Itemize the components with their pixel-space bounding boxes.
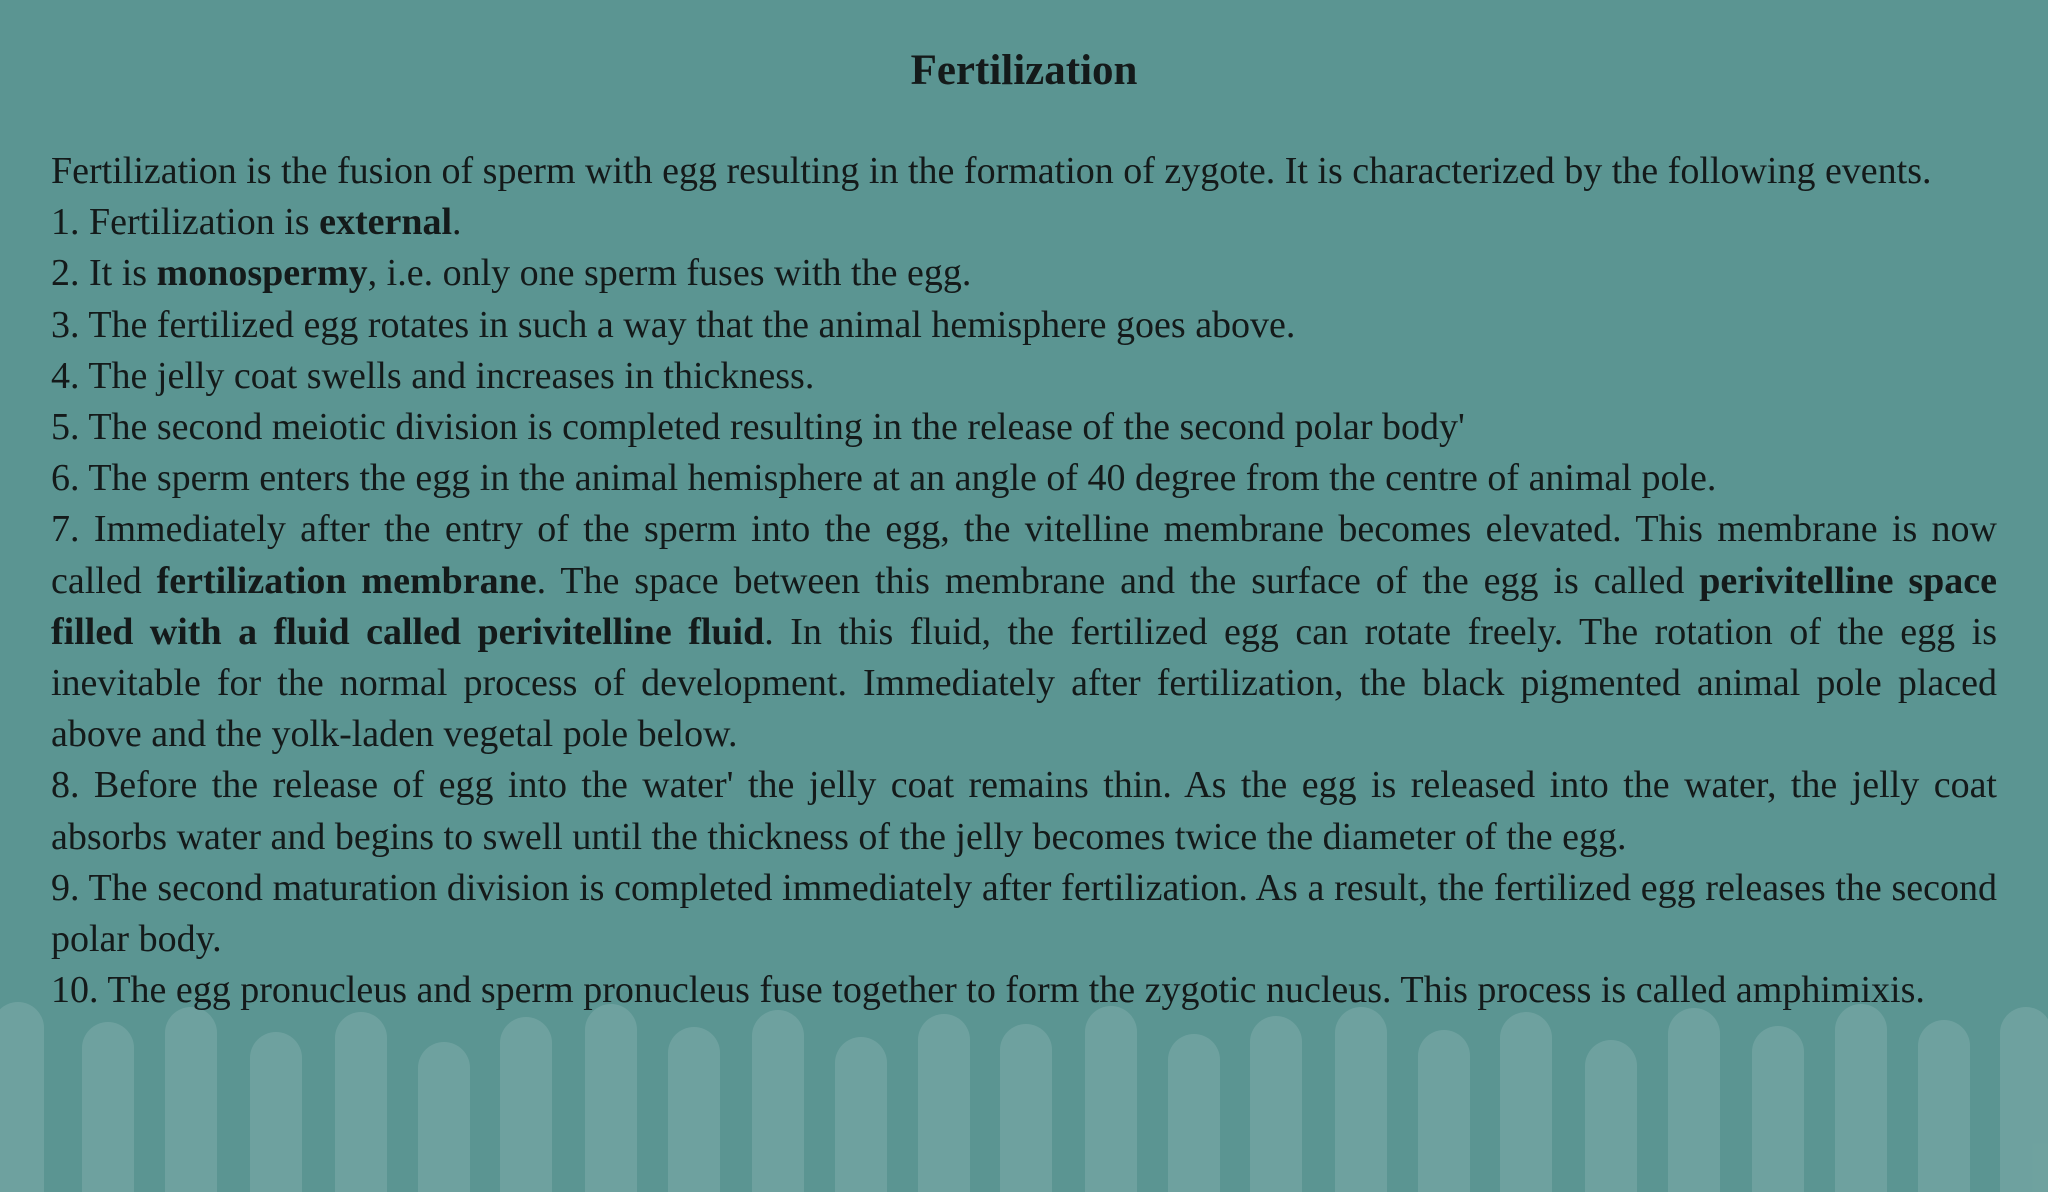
decor-bar bbox=[1250, 1016, 1302, 1192]
decor-bar bbox=[668, 1027, 720, 1192]
point-7-middle: . The space between this membrane and the surface of the egg is called bbox=[536, 559, 1700, 602]
point-7 bbox=[51, 504, 1997, 760]
decor-bar bbox=[1500, 1012, 1552, 1192]
decor-bar bbox=[1752, 1026, 1804, 1192]
point-2-bold: monospermy bbox=[156, 252, 368, 295]
point-1 bbox=[51, 197, 1997, 248]
decor-bar bbox=[1335, 1007, 1387, 1192]
decor-bar bbox=[1585, 1040, 1637, 1192]
decor-bar bbox=[82, 1022, 134, 1192]
slide-title: Fertilization bbox=[910, 47, 1138, 94]
point-9: 9. The second maturation division is completed immediately after fertilization. As a result, the fertilized egg releases the second polar body. bbox=[51, 866, 1997, 961]
point-10: 10. The egg pronucleus and sperm pronucleus fuse together to form the zygotic nucleus. This process is called amphimixis. bbox=[51, 969, 1925, 1012]
point-8: 8. Before the release of egg into the water' the jelly coat remains thin. As the egg is released into the water, the jelly coat absorbs water and begins to swell until the thickness of the jelly becomes twice the diameter of the egg. bbox=[51, 764, 1997, 858]
slide-body bbox=[51, 146, 1997, 1016]
decor-bar bbox=[835, 1037, 887, 1192]
decor-bar bbox=[0, 1002, 44, 1192]
point-1-end: . bbox=[452, 201, 462, 244]
point-2-text: 2. It is bbox=[51, 252, 157, 295]
point-6: 6. The sperm enters the egg in the animal hemisphere at an angle of 40 degree from the centre of animal pole. bbox=[51, 457, 1717, 500]
point-7-text: 7. Immediately after the entry of the sperm into the egg, the vitelline membrane becomes elevated. This membrane is now called bbox=[51, 508, 1997, 602]
point-7-bold-2: perivitelline space filled with a fluid called perivitelline fluid bbox=[51, 559, 1997, 653]
decor-bar bbox=[1918, 1020, 1970, 1192]
decor-bar bbox=[165, 1007, 217, 1192]
decor-bar bbox=[250, 1032, 302, 1192]
intro-paragraph: Fertilization is the fusion of sperm with egg resulting in the formation of zygote. It is characterized by the following events. bbox=[51, 150, 1932, 192]
decor-bar bbox=[918, 1014, 970, 1192]
decor-bar bbox=[585, 1004, 637, 1192]
decor-bar bbox=[335, 1012, 387, 1192]
decor-bar bbox=[500, 1017, 552, 1192]
point-4: 4. The jelly coat swells and increases in thickness. bbox=[51, 354, 815, 397]
decor-bar bbox=[1168, 1034, 1220, 1192]
point-7-end: . In this fluid, the fertilized egg can rotate freely. The rotation of the egg is inevitable for the normal process of development. Immediately after fertilization, the black pigmented animal pole placed above and the yolk-laden vegetal pole below. bbox=[51, 610, 1997, 756]
point-5: 5. The second meiotic division is completed resulting in the release of the second polar body' bbox=[51, 406, 1465, 449]
point-1-bold: external bbox=[319, 201, 453, 244]
decor-bar bbox=[1418, 1030, 1470, 1192]
decor-bar bbox=[2000, 1007, 2048, 1192]
decor-bar bbox=[418, 1042, 470, 1192]
decor-bar bbox=[1835, 1004, 1887, 1192]
point-2 bbox=[51, 248, 1997, 299]
decor-bar bbox=[1000, 1024, 1052, 1192]
point-1-text: 1. Fertilization is bbox=[51, 201, 320, 244]
point-7-bold-1: fertilization membrane bbox=[156, 559, 537, 602]
point-2-end: , i.e. only one sperm fuses with the egg. bbox=[367, 252, 972, 295]
point-3: 3. The fertilized egg rotates in such a way that the animal hemisphere goes above. bbox=[51, 303, 1296, 346]
decor-bar bbox=[752, 1010, 804, 1192]
decor-bar bbox=[1668, 1008, 1720, 1192]
decor-bar bbox=[1085, 1006, 1137, 1192]
